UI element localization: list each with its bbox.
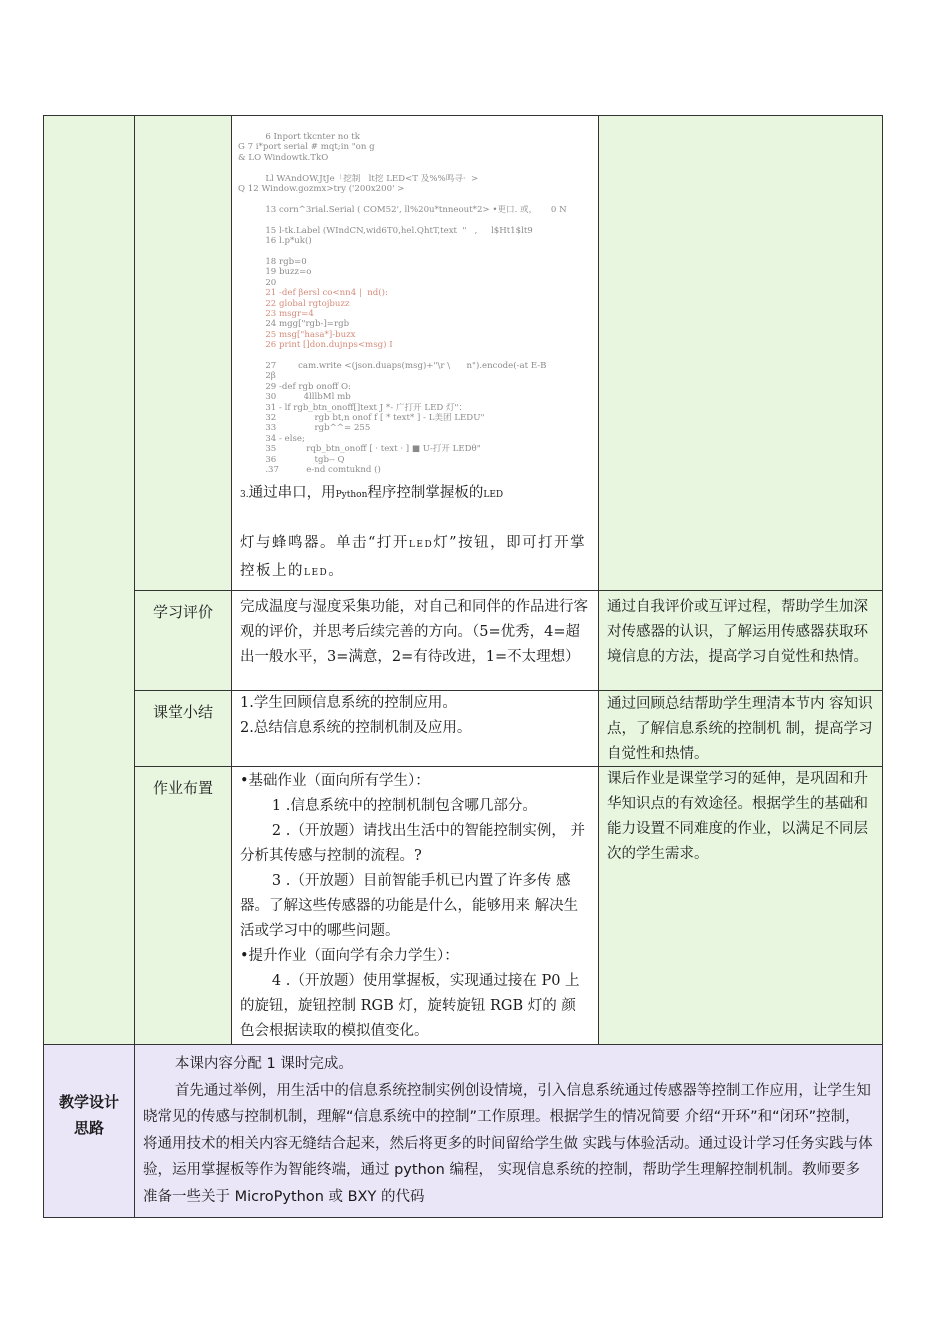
step-text-d: LED [483, 490, 504, 500]
code-line [238, 194, 598, 204]
design-label-cell [43, 1044, 135, 1218]
code-line: 31 - lf rgb_btn_onoff[]text J *- 广打开 LED 灯"： [238, 402, 468, 413]
code-line: & LO Windowtk.TkO [238, 152, 329, 163]
code-line: G 7 i*port serial # mqt;in "on g [238, 142, 375, 153]
code-line: 16 l.p*uk() [238, 236, 312, 247]
homework-label [134, 766, 232, 1045]
code-line: 30 4lllbMl mb [238, 392, 351, 403]
step-text-b: Python [335, 490, 368, 500]
code-line: 29 -def rgb onoff O: [238, 381, 351, 392]
code-line: 24 mgg["rgb-]=rgb [238, 319, 350, 330]
code-line: 2β [238, 371, 276, 382]
design-content [134, 1044, 883, 1218]
step-text-e: 灯与蜂鸣器。单击“打开 [240, 535, 409, 551]
homework-question-3: 3 .（开放题）目前智能手机已内置了许多传 感器。了解这些传感器的功能是什么，能够用来 解决生活或学习中的哪些问题。 [240, 873, 579, 939]
homework-purpose [598, 766, 883, 1045]
homework-advanced-title: •提升作业（面向学有余力学生）： [240, 948, 459, 964]
step-text-a: 通过串口，用 [248, 485, 336, 501]
step-text-f: LED [408, 540, 434, 550]
evaluation-label-text: 学习评价 [152, 603, 213, 621]
homework-basic-title: •基础作业（面向所有学生）： [240, 773, 430, 789]
design-label [44, 1089, 134, 1141]
code-line: 36 tgb-- Q [238, 454, 345, 465]
row1-label-cell [134, 115, 232, 591]
summary-purpose [598, 690, 883, 767]
design-label-line-1: 教学设计 [58, 1093, 119, 1111]
summary-label [134, 690, 232, 767]
summary-content [231, 690, 599, 767]
homework-question-1: 1 .信息系统中的控制机制包含哪几部分。 [271, 798, 537, 814]
code-line: Q 12 Window.gozmx>try ('200x200' > [238, 184, 405, 195]
code-line: 22 global rgtojbuzz [238, 298, 350, 309]
code-screenshot [238, 132, 598, 475]
code-line: 18 rgb=0 [238, 256, 307, 267]
step-text-i: 。 [328, 563, 345, 579]
homework-question-4: 4 .（开放题）使用掌握板，实现通过接在 P0 上的旋钮，旋钮控制 RGB 灯，旋转旋钮 RGB 灯的 颜色会根据读取的模拟值变化。 [240, 973, 580, 1039]
design-paragraph-1: 本课内容分配 1 课时完成。 [174, 1056, 353, 1072]
code-line: 6 Inport tkcnter no tk [238, 132, 360, 142]
summary-purpose-text: 通过回顾总结帮助学生理清本节内 容知识点，了解信息系统的控制机 制，提高学习自觉性和热情。 [607, 696, 873, 762]
design-label-line-2: 思路 [73, 1119, 104, 1137]
code-line: 27 cam.write <(json.duaps(msg)+"\r \ n").encode(-at E-B [238, 360, 547, 371]
homework-content [231, 766, 599, 1045]
code-line: 34 - else; [238, 433, 305, 444]
code-line [238, 351, 598, 361]
code-line: 13 corn^3rial.Serial ( COM52', ll%20u*tnneout*2> •更口. 或， 0 N [238, 204, 567, 215]
evaluation-label [134, 590, 232, 691]
code-line: Ll WAndOW.JtJe「挖制 lt挖 LED<T 及%%鸣寻· > [238, 173, 479, 184]
design-paragraph-2: 首先通过举例，用生活中的信息系统控制实例创设情境，引入信息系统通过传感器等控制工作应用，让学生知晓常见的传感与控制机制，理解“信息系统中的控制”工作原理。根据学生的情况简要 介绍“开环”和“闭环”控制，将通用技术的相关内容无缝结合起来，然后将更多的时间留给学生做 实践与体验活动。通过设计学习任务实践与体验，运用掌握板等作为智能终端，通过 python 编程， 实现信息系统的控制，帮助学生理解控制机制。教师要多准备一些关于 MicroPython 或 BXY 的代码 [143, 1082, 873, 1205]
row1-purpose-cell [598, 115, 883, 591]
step-text-g: 灯”按钮，即可打开掌控板上的 [240, 535, 587, 579]
code-line [238, 215, 598, 225]
summary-item-2: 2.总结信息系统的控制机制及应用。 [240, 720, 472, 736]
step-text [240, 480, 590, 586]
homework-label-text: 作业布置 [152, 779, 213, 797]
evaluation-content [231, 590, 599, 691]
code-line: 26 print []don.dujnps<msg) I [238, 340, 393, 351]
code-line [238, 246, 598, 256]
code-line: 21 -def βersl co<nn4 | nd(): [238, 288, 388, 299]
summary-item-1: 1.学生回顾信息系统的控制应用。 [240, 695, 457, 711]
code-line: 20 [238, 277, 277, 288]
code-line: 15 l-tk.Label (WIndCN,wid6T0,hel.QhtT,text " , l$Ht1$lt9 [238, 225, 533, 236]
code-line [238, 163, 598, 173]
step-text-c: 程序控制掌握板的 [367, 485, 484, 501]
code-line: 23 msgr=4 [238, 308, 314, 319]
summary-label-text: 课堂小结 [152, 703, 213, 721]
step-text-h: LED [304, 568, 329, 578]
code-line: .37 e-nd comtuknd () [238, 465, 381, 475]
row1-content-cell [231, 115, 599, 591]
evaluation-purpose-text: 通过自我评价或互评过程，帮助学生加深对传感器的认识，了解运用传感器获取环境信息的方法，提高学习自觉性和热情。 [607, 599, 868, 665]
homework-purpose-text: 课后作业是课堂学习的延伸，是巩固和升华知识点的有效途径。根据学生的基础和能力设置不同难度的作业，以满足不同层次的学生需求。 [607, 771, 868, 862]
code-line: 32 rgb bt,n onof f [ * text* ] - L美团 LEDU" [238, 412, 485, 423]
code-line: 19 buzz=o [238, 267, 312, 278]
code-line: 33 rgb^^= 255 [238, 423, 371, 434]
lesson-plan-table [43, 115, 883, 1218]
evaluation-purpose [598, 590, 883, 691]
code-line: 25 msg["hasa*]-buzx [238, 329, 356, 340]
stage-column [43, 115, 135, 1045]
code-line: 35 rqb_btn_onoff [ · text · ] ■ U-打开 LEDθ" [238, 444, 481, 455]
evaluation-content-text: 完成温度与湿度采集功能，对自己和同伴的作品进行客观的评价，并思考后续完善的方向。（5=优秀，4=超出一般水平，3=满意，2=有待改进，1=不太理想） [240, 599, 588, 665]
homework-question-2: 2 .（开放题）请找出生活中的智能控制实例， 并分析其传感与控制的流程。? [240, 823, 585, 864]
step-number: 3. [240, 490, 249, 500]
